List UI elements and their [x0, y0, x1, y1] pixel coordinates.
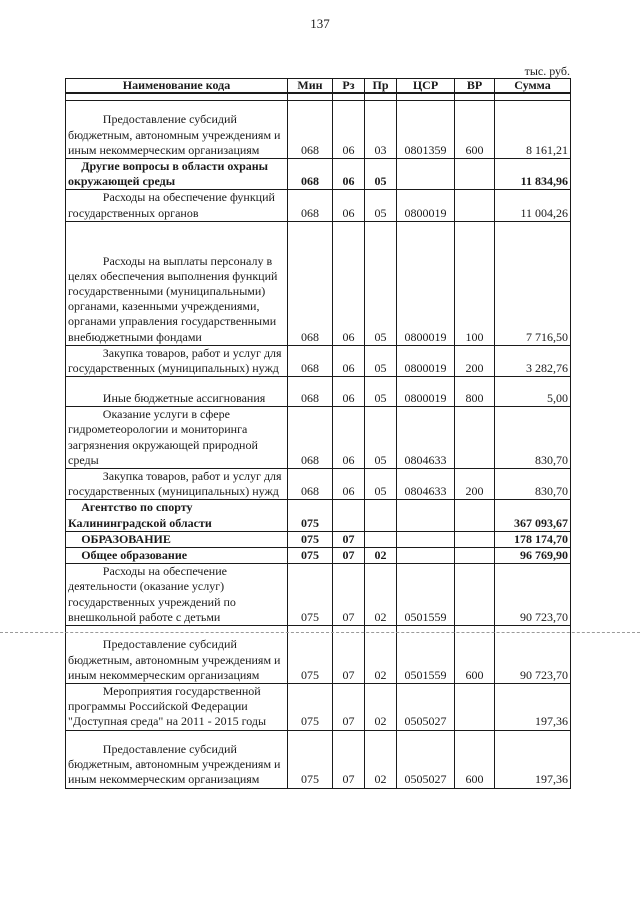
row-sum: 90 723,70 [495, 564, 571, 626]
row-min: 075 [288, 626, 333, 684]
row-csr: 0804633 [397, 407, 455, 469]
row-min: 075 [288, 500, 333, 531]
row-name: Предоставление субсидий бюджетным, автономным учреждениям и иным некоммерческим организациям [66, 101, 288, 159]
row-csr: 0801359 [397, 101, 455, 159]
row-pr: 03 [365, 101, 397, 159]
row-min: 075 [288, 564, 333, 626]
row-rz [333, 500, 365, 531]
row-name: Иные бюджетные ассигнования [66, 377, 288, 407]
page-number: 137 [310, 16, 330, 31]
row-rz: 07 [333, 684, 365, 731]
row-name: Расходы на обеспечение функций государственных органов [66, 190, 288, 221]
row-name: Оказание услуги в сфере гидрометеорологии и мониторинга загрязнения окружающей природной среды [66, 407, 288, 469]
row-rz: 06 [333, 221, 365, 345]
table-row [66, 407, 571, 469]
row-name: Закупка товаров, работ и услуг для государственных (муниципальных) нужд [66, 469, 288, 500]
row-rz: 06 [333, 159, 365, 190]
row-rz: 06 [333, 407, 365, 469]
row-vr: 600 [455, 626, 495, 684]
table-row [66, 564, 571, 626]
table-row [66, 190, 571, 221]
row-sum: 11 834,96 [495, 159, 571, 190]
header-min: Мин [288, 79, 333, 94]
row-pr [365, 500, 397, 531]
row-pr: 05 [365, 377, 397, 407]
row-pr: 05 [365, 407, 397, 469]
row-pr: 02 [365, 684, 397, 731]
row-pr: 02 [365, 626, 397, 684]
row-csr: 0800019 [397, 221, 455, 345]
row-min: 068 [288, 159, 333, 190]
row-min: 068 [288, 469, 333, 500]
row-pr: 05 [365, 469, 397, 500]
row-vr [455, 531, 495, 547]
row-sum: 7 716,50 [495, 221, 571, 345]
row-name: Мероприятия государственной программы Российской Федерации "Доступная среда" на 2011 - 2015 годы [66, 684, 288, 731]
row-min: 075 [288, 684, 333, 731]
header-sum: Сумма [495, 79, 571, 94]
row-rz: 06 [333, 190, 365, 221]
row-csr: 0501559 [397, 564, 455, 626]
header-name: Наименование кода [66, 79, 288, 94]
row-name: Другие вопросы в области охраны окружающей среды [66, 159, 288, 190]
table-row [66, 730, 571, 788]
row-vr: 200 [455, 469, 495, 500]
row-vr [455, 684, 495, 731]
row-sum: 197,36 [495, 684, 571, 731]
header-vr: ВР [455, 79, 495, 94]
row-csr [397, 548, 455, 564]
row-vr [455, 564, 495, 626]
row-csr: 0804633 [397, 469, 455, 500]
row-vr: 600 [455, 730, 495, 788]
row-vr [455, 159, 495, 190]
row-pr: 05 [365, 190, 397, 221]
row-csr [397, 500, 455, 531]
row-vr: 200 [455, 345, 495, 376]
units-label: тыс. руб. [524, 64, 570, 78]
row-rz: 06 [333, 101, 365, 159]
row-pr: 05 [365, 345, 397, 376]
row-rz: 06 [333, 469, 365, 500]
row-csr: 0501559 [397, 626, 455, 684]
page-fold-line [0, 632, 640, 633]
row-sum: 830,70 [495, 469, 571, 500]
row-sum: 96 769,90 [495, 548, 571, 564]
budget-table [65, 78, 571, 789]
row-name: Агентство по спорту Калининградской области [66, 500, 288, 531]
row-sum: 3 282,76 [495, 345, 571, 376]
row-rz: 06 [333, 377, 365, 407]
row-vr [455, 500, 495, 531]
row-name: Предоставление субсидий бюджетным, автономным учреждениям и иным некоммерческим организациям [66, 626, 288, 684]
row-pr: 05 [365, 159, 397, 190]
table-row [66, 548, 571, 564]
row-name: Общее образование [66, 548, 288, 564]
row-sum: 90 723,70 [495, 626, 571, 684]
table-row [66, 531, 571, 547]
row-name: Предоставление субсидий бюджетным, автономным учреждениям и иным некоммерческим организациям [66, 730, 288, 788]
table-row [66, 684, 571, 731]
table-row [66, 159, 571, 190]
table-row [66, 469, 571, 500]
row-name: Закупка товаров, работ и услуг для государственных (муниципальных) нужд [66, 345, 288, 376]
row-csr [397, 159, 455, 190]
row-pr: 02 [365, 564, 397, 626]
row-sum: 830,70 [495, 407, 571, 469]
row-rz: 07 [333, 730, 365, 788]
table-header-row [66, 79, 571, 94]
row-sum: 178 174,70 [495, 531, 571, 547]
header-pr: Пр [365, 79, 397, 94]
row-csr: 0505027 [397, 730, 455, 788]
row-name: ОБРАЗОВАНИЕ [66, 531, 288, 547]
row-rz: 07 [333, 531, 365, 547]
row-sum: 5,00 [495, 377, 571, 407]
row-vr: 800 [455, 377, 495, 407]
table-row [66, 377, 571, 407]
table-row [66, 221, 571, 345]
row-rz: 07 [333, 548, 365, 564]
row-name: Расходы на выплаты персоналу в целях обеспечения выполнения функций государственными (муниципальными) органами, казенными учреждениями, органами управления государственными внебюджетными фондами [66, 221, 288, 345]
row-vr [455, 548, 495, 564]
row-min: 075 [288, 531, 333, 547]
row-min: 068 [288, 101, 333, 159]
row-vr: 100 [455, 221, 495, 345]
row-csr: 0800019 [397, 190, 455, 221]
table-spacer-row [66, 93, 571, 101]
row-min: 068 [288, 345, 333, 376]
row-rz: 07 [333, 564, 365, 626]
row-min: 068 [288, 190, 333, 221]
header-rz: Рз [333, 79, 365, 94]
row-vr [455, 190, 495, 221]
row-pr: 02 [365, 548, 397, 564]
row-min: 075 [288, 548, 333, 564]
row-rz: 07 [333, 626, 365, 684]
row-min: 068 [288, 407, 333, 469]
row-sum: 8 161,21 [495, 101, 571, 159]
row-csr: 0505027 [397, 684, 455, 731]
row-sum: 11 004,26 [495, 190, 571, 221]
table-row [66, 500, 571, 531]
row-csr: 0800019 [397, 345, 455, 376]
table-row [66, 101, 571, 159]
row-csr [397, 531, 455, 547]
table-row [66, 626, 571, 684]
row-min: 068 [288, 377, 333, 407]
row-pr: 05 [365, 221, 397, 345]
header-csr: ЦСР [397, 79, 455, 94]
table-row [66, 345, 571, 376]
row-sum: 197,36 [495, 730, 571, 788]
row-pr: 02 [365, 730, 397, 788]
row-sum: 367 093,67 [495, 500, 571, 531]
row-name: Расходы на обеспечение деятельности (оказание услуг) государственных учреждений по внешкольной работе с детьми [66, 564, 288, 626]
row-rz: 06 [333, 345, 365, 376]
row-vr [455, 407, 495, 469]
row-vr: 600 [455, 101, 495, 159]
row-pr [365, 531, 397, 547]
row-min: 068 [288, 221, 333, 345]
row-csr: 0800019 [397, 377, 455, 407]
row-min: 075 [288, 730, 333, 788]
